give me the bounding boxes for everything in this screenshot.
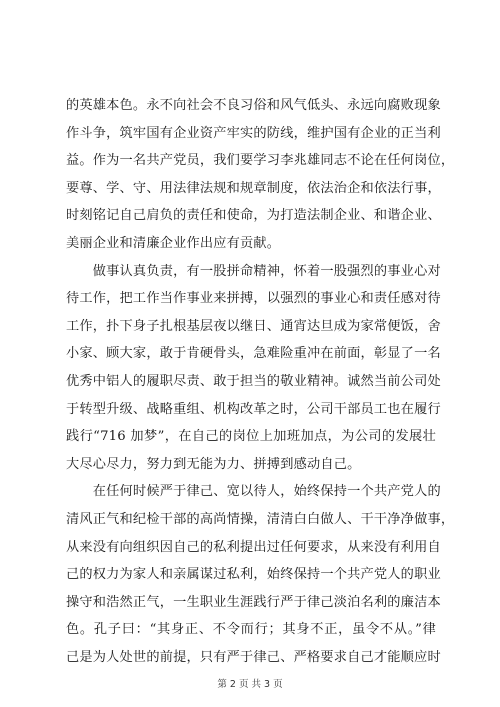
text-line: 色。孔子曰：“其身正、不令而行；其身不正，虽令不从。”律 <box>66 622 436 638</box>
text-line: 优秀中铝人的履职尽责、敢于担当的敬业精神。诚然当前公司处 <box>66 373 441 389</box>
text-line: 美丽企业和清廉企业作出应有贡献。 <box>66 235 281 251</box>
page-number-footer: 第 2 页 共 3 页 <box>217 679 283 690</box>
text-line: 待工作，把工作当作事业来拼搏，以强烈的事业心和责任感对待 <box>66 291 441 307</box>
text-line: 时刻铭记自己肩负的责任和使命，为打造法制企业、和谐企业、 <box>66 208 441 224</box>
text-line: 己是为人处世的前提，只有严于律己、严格要求自己才能顺应时 <box>66 649 441 665</box>
text-line: 的英雄本色。永不向社会不良习俗和风气低头、永远向腐败现象 <box>66 98 441 113</box>
text-line: 践行“716 加梦”，在自己的岗位上加班加点，为公司的发展壮 <box>66 429 436 445</box>
document-body <box>66 92 455 671</box>
paragraph-3 <box>66 478 455 671</box>
text-line: 在任何时候严于律己、宽以待人，始终保持一个共产党人的 <box>66 484 441 500</box>
text-line: 做事认真负责，有一股拼命精神，怀着一股强烈的事业心对 <box>66 263 441 279</box>
text-line: 益。作为一名共产党员，我们要学习李兆雄同志不论在任何岗位， <box>66 153 455 169</box>
text-line: 小家、顾大家，敢于肯硬骨头，急难险重冲在前面，彰显了一名 <box>66 346 441 362</box>
text-line: 要尊、学、守、用法律法规和规章制度，依法治企和依法行事， <box>66 180 441 196</box>
paragraph-2 <box>66 258 441 479</box>
paragraph-1 <box>66 92 455 258</box>
text-line: 大尽心尽力，努力到无能为力、拼搏到感动自己。 <box>66 456 361 472</box>
text-line: 于转型升级、战略重组、机构改革之时，公司干部员工也在履行 <box>66 401 441 417</box>
text-line: 从来没有向组织因自己的私利提出过任何要求，从来没有利用自 <box>66 539 441 555</box>
text-line: 己的权力为家人和亲属谋过私利，始终保持一个共产党人的职业 <box>66 567 441 583</box>
text-line: 作斗争，筑牢国有企业资产牢实的防线，维护国有企业的正当利 <box>66 125 441 141</box>
text-line: 清风正气和纪检干部的高尚情操，清清白白做人、干干净净做事， <box>66 511 455 527</box>
text-line: 操守和浩然正气，一生职业生涯践行严于律己淡泊名利的廉洁本 <box>66 594 441 610</box>
text-line: 工作，扑下身子扎根基层夜以继日、通宵达旦成为家常便饭，舍 <box>66 318 441 334</box>
